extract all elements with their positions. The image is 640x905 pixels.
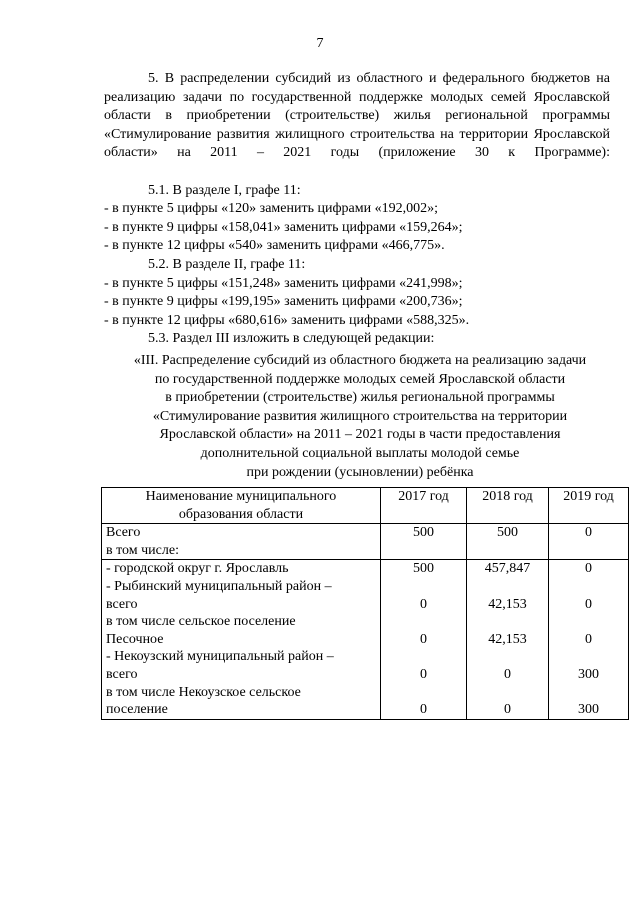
cell-line: 0 (420, 666, 427, 682)
cell-line: 500 (413, 561, 434, 577)
cell-line: 0 (420, 702, 427, 718)
cell-line: всего (106, 596, 138, 612)
cell-line (385, 648, 462, 666)
intro-line: территории Ярославской области» на 2011 – 2021 годы (приложение 30 к (104, 126, 611, 161)
cell-line (471, 684, 544, 702)
cell-line: 500 (497, 525, 518, 541)
cell-line: в том числе сельское поселение (106, 614, 296, 630)
intro-line: Ярославской области в приобретении (строительстве) жилья региональной (104, 89, 610, 124)
municipality-cell (102, 684, 381, 720)
value-2019-cell (549, 648, 629, 683)
cell-line: 0 (420, 631, 427, 647)
table-row (102, 560, 629, 578)
heading-line: дополнительной социальной выплаты молодой семье (200, 445, 520, 461)
cell-line (471, 542, 544, 560)
value-2017-cell (381, 524, 467, 560)
subsection-5-2: 5.2. В разделе II, графе 11: (148, 256, 306, 272)
cell-line: - Рыбинский муниципальный район – (106, 578, 332, 594)
heading-line: «Стимулирование развития жилищного строительства на территории (152, 408, 568, 424)
cell-line (385, 613, 462, 631)
cell-line: 300 (578, 666, 599, 682)
cell-line: - Некоузский муниципальный район – (106, 649, 334, 665)
municipality-cell (102, 648, 381, 683)
value-2017-cell (381, 684, 467, 720)
municipality-cell (102, 613, 381, 648)
cell-line (553, 648, 624, 666)
cell-line (471, 648, 544, 666)
table-row (102, 578, 629, 613)
subsection-5-3: 5.3. Раздел III изложить в следующей редакции: (148, 331, 435, 347)
value-2019-cell (549, 524, 629, 560)
page-number: 7 (316, 36, 324, 51)
list-item: - в пункте 5 цифры «151,248» заменить цифрами «241,998»; (104, 275, 463, 291)
cell-line: Всего (106, 525, 141, 541)
cell-line: 0 (585, 631, 592, 647)
value-2017-cell (381, 560, 467, 578)
cell-line: 0 (585, 561, 592, 577)
cell-line: всего (106, 666, 138, 682)
cell-line: 0 (420, 596, 427, 612)
intro-line: программы «Стимулирование развития жилищного строительства на (104, 108, 610, 142)
value-2019-cell (549, 560, 629, 578)
header-2019: 2019 год (549, 488, 629, 524)
header-line: образования области (178, 506, 304, 522)
header-line: Наименование муниципального (145, 489, 337, 504)
subsection-5-1: 5.1. В разделе I, графе 11: (148, 182, 301, 198)
cell-line (471, 578, 544, 596)
cell-line (553, 578, 624, 596)
heading-line: по государственной поддержке молодых семей Ярославской области (154, 371, 566, 387)
value-2019-cell (549, 578, 629, 613)
table-row (102, 524, 629, 560)
cell-line: 0 (585, 525, 592, 541)
cell-line (553, 613, 624, 631)
value-2018-cell (467, 684, 549, 720)
cell-line: 42,153 (488, 631, 527, 647)
municipality-cell (102, 524, 381, 560)
list-item: - в пункте 12 цифры «680,616» заменить цифрами «588,325». (104, 312, 470, 328)
table-header-row (102, 488, 629, 524)
cell-line (385, 542, 462, 560)
municipality-cell (102, 578, 381, 613)
cell-line (553, 684, 624, 702)
intro-line: Программе): (534, 145, 610, 161)
cell-line: поселение (106, 702, 168, 718)
header-municipality (102, 488, 381, 524)
municipality-cell (102, 560, 381, 578)
table-row (102, 613, 629, 648)
header-2018: 2018 год (467, 488, 549, 524)
heading-line: при рождении (усыновлении) ребёнка (246, 464, 474, 480)
table-row (102, 684, 629, 720)
value-2017-cell (381, 613, 467, 648)
cell-line: 42,153 (488, 596, 527, 612)
cell-line: 0 (504, 702, 511, 718)
cell-line: 300 (578, 702, 599, 718)
value-2018-cell (467, 560, 549, 578)
value-2019-cell (549, 684, 629, 720)
section-5-intro (104, 70, 610, 182)
cell-line: 457,847 (484, 561, 531, 577)
value-2018-cell (467, 524, 549, 560)
section-5-body (104, 70, 610, 349)
table-body (102, 524, 629, 720)
cell-line: - городской округ г. Ярославль (106, 561, 289, 577)
value-2017-cell (381, 578, 467, 613)
intro-line: 5. В распределении субсидий из областного и федерального бюджетов (148, 71, 591, 86)
heading-line: Ярославской области» на 2011 – 2021 годы в части предоставления (159, 427, 561, 443)
section-3-heading (100, 352, 620, 482)
cell-line: 0 (585, 596, 592, 612)
cell-line (385, 578, 462, 596)
header-2017: 2017 год (381, 488, 467, 524)
value-2018-cell (467, 613, 549, 648)
subsidy-distribution-table (101, 487, 629, 720)
value-2018-cell (467, 578, 549, 613)
list-item: - в пункте 5 цифры «120» заменить цифрами «192,002»; (104, 201, 438, 217)
cell-line: Песочное (106, 631, 164, 647)
heading-line: в приобретении (строительстве) жилья региональной программы (165, 390, 555, 406)
cell-line (553, 542, 624, 560)
cell-line (385, 684, 462, 702)
cell-line: в том числе: (106, 542, 179, 558)
cell-line: в том числе Некоузское сельское (106, 684, 301, 700)
value-2019-cell (549, 613, 629, 648)
value-2017-cell (381, 648, 467, 683)
list-item: - в пункте 9 цифры «158,041» заменить цифрами «159,264»; (104, 219, 463, 235)
cell-line (471, 613, 544, 631)
list-item: - в пункте 12 цифры «540» заменить цифрами «466,775». (104, 238, 445, 254)
intro-line: на реализацию задачи по государственной поддержке молодых семей (104, 71, 611, 105)
table-row (102, 648, 629, 683)
list-item: - в пункте 9 цифры «199,195» заменить цифрами «200,736»; (104, 294, 463, 310)
cell-line: 500 (413, 525, 434, 541)
heading-line: «III. Распределение субсидий из областного бюджета на реализацию задачи (133, 353, 587, 368)
cell-line: 0 (504, 666, 511, 682)
value-2018-cell (467, 648, 549, 683)
